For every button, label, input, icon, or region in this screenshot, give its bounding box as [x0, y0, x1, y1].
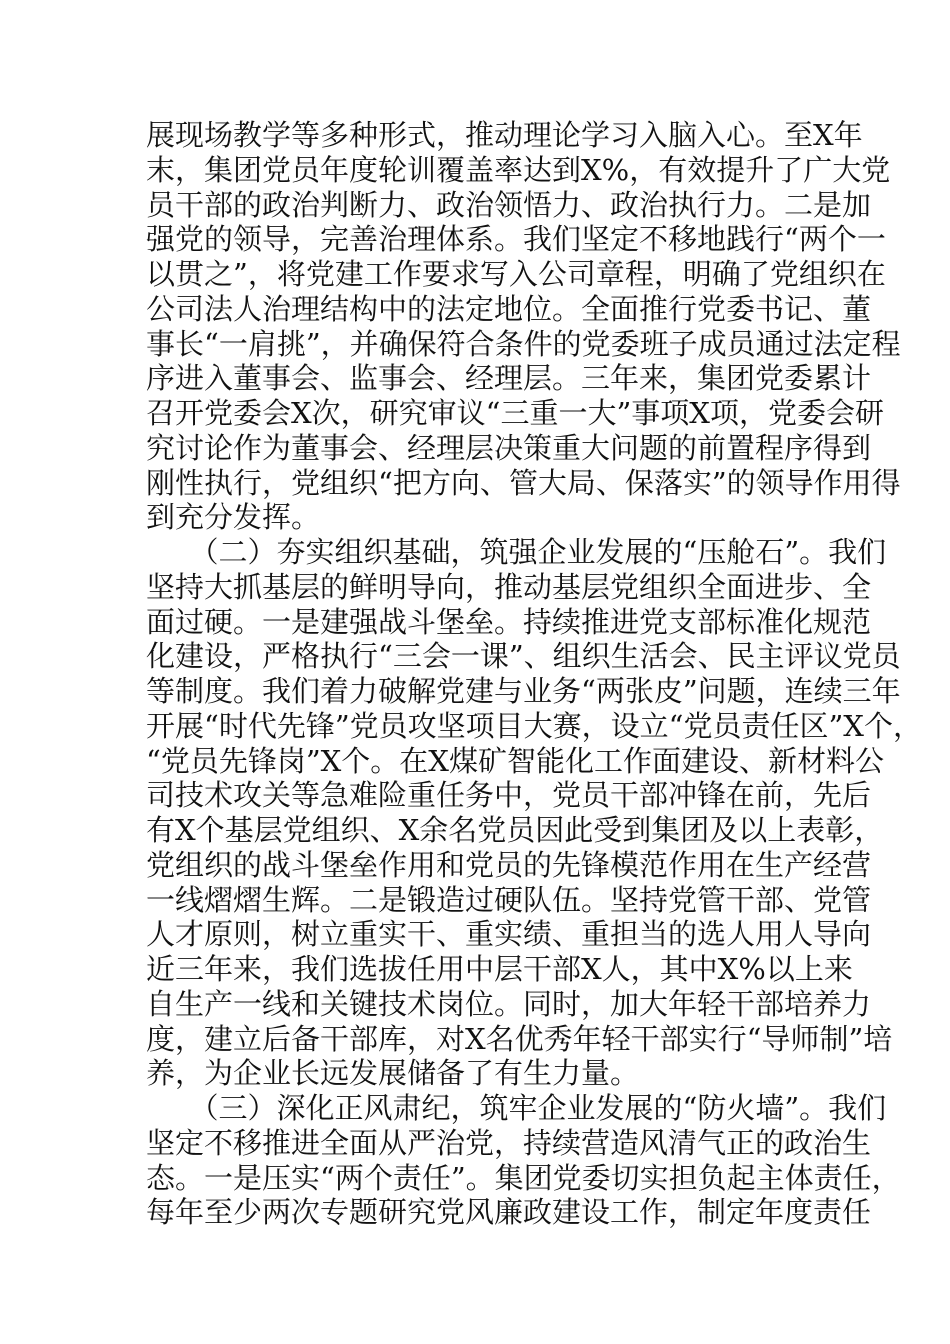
- text-line: 事长“一肩挑”，并确保符合条件的党委班子成员通过法定程: [146, 326, 901, 361]
- text-line: 等制度。我们着力破解党建与业务“两张皮”问题，连续三年: [146, 674, 901, 708]
- text-line: 司技术攻关等急难险重任务中，党员干部冲锋在前，先后: [146, 778, 872, 813]
- text-line: 近三年来，我们选拔任用中层干部X人，其中X%以上来: [146, 952, 853, 986]
- text-line: 以贯之”，将党建工作要求写入公司章程，明确了党组织在: [146, 257, 886, 291]
- text-line: 度，建立后备干部库，对X名优秀年轻干部实行“导师制”培: [146, 1021, 893, 1056]
- text-line: “党员先锋岗”X个。在X煤矿智能化工作面建设、新材料公: [146, 743, 884, 778]
- text-line: 公司法人治理结构中的法定地位。全面推行党委书记、董: [146, 291, 872, 326]
- text-line: 坚持大抓基层的鲜明导向，推动基层党组织全面进步、全: [146, 569, 872, 604]
- text-line: （二）夯实组织基础，筑强企业发展的“压舱石”。我们: [146, 535, 887, 569]
- text-line: 人才原则，树立重实干、重实绩、重担当的选人用人导向: [146, 917, 872, 952]
- text-line: 展现场教学等多种形式，推动理论学习入脑入心。至X年: [146, 118, 863, 152]
- text-line: 员干部的政治判断力、政治领悟力、政治执行力。二是加: [146, 187, 872, 222]
- text-line: 自生产一线和关键技术岗位。同时，加大年轻干部培养力: [146, 986, 872, 1021]
- text-line: 召开党委会X次，研究审议“三重一大”事项X项，党委会研: [146, 396, 884, 430]
- paragraph: [146, 1091, 901, 1230]
- text-line: 强党的领导，完善治理体系。我们坚定不移地践行“两个一: [146, 222, 886, 257]
- text-line: 究讨论作为董事会、经理层决策重大问题的前置程序得到: [146, 430, 872, 465]
- text-line: （三）深化正风肃纪，筑牢企业发展的“防火墙”。我们: [146, 1091, 887, 1125]
- text-line: 党组织的战斗堡垒作用和党员的先锋模范作用在生产经营: [146, 847, 872, 882]
- text-line: 序进入董事会、监事会、经理层。三年来，集团党委累计: [146, 361, 872, 396]
- paragraph: [146, 535, 922, 1091]
- text-line: 开展“时代先锋”党员攻坚项目大赛，设立“党员责任区”X个，: [146, 708, 922, 743]
- text-line: 刚性执行，党组织“把方向、管大局、保落实”的领导作用得: [146, 465, 901, 500]
- text-line: 每年至少两次专题研究党风廉政建设工作，制定年度责任: [146, 1195, 872, 1230]
- text-line: 到充分发挥。: [146, 500, 321, 535]
- document-page: [146, 118, 922, 1230]
- text-line: 养，为企业长远发展储备了有生力量。: [146, 1056, 640, 1091]
- text-line: 化建设，严格执行“三会一课”、组织生活会、民主评议党员: [146, 639, 901, 674]
- text-line: 一线熠熠生辉。二是锻造过硬队伍。坚持党管干部、党管: [146, 882, 872, 917]
- text-line: 末，集团党员年度轮训覆盖率达到X%，有效提升了广大党: [146, 152, 891, 187]
- text-line: 坚定不移推进全面从严治党，持续营造风清气正的政治生: [146, 1125, 872, 1160]
- text-line: 有X个基层党组织、X余名党员因此受到集团及以上表彰，: [146, 813, 884, 847]
- text-line: 态。一是压实“两个责任”。集团党委切实担负起主体责任，: [146, 1160, 901, 1195]
- paragraph: [146, 118, 901, 535]
- text-line: 面过硬。一是建强战斗堡垒。持续推进党支部标准化规范: [146, 604, 872, 639]
